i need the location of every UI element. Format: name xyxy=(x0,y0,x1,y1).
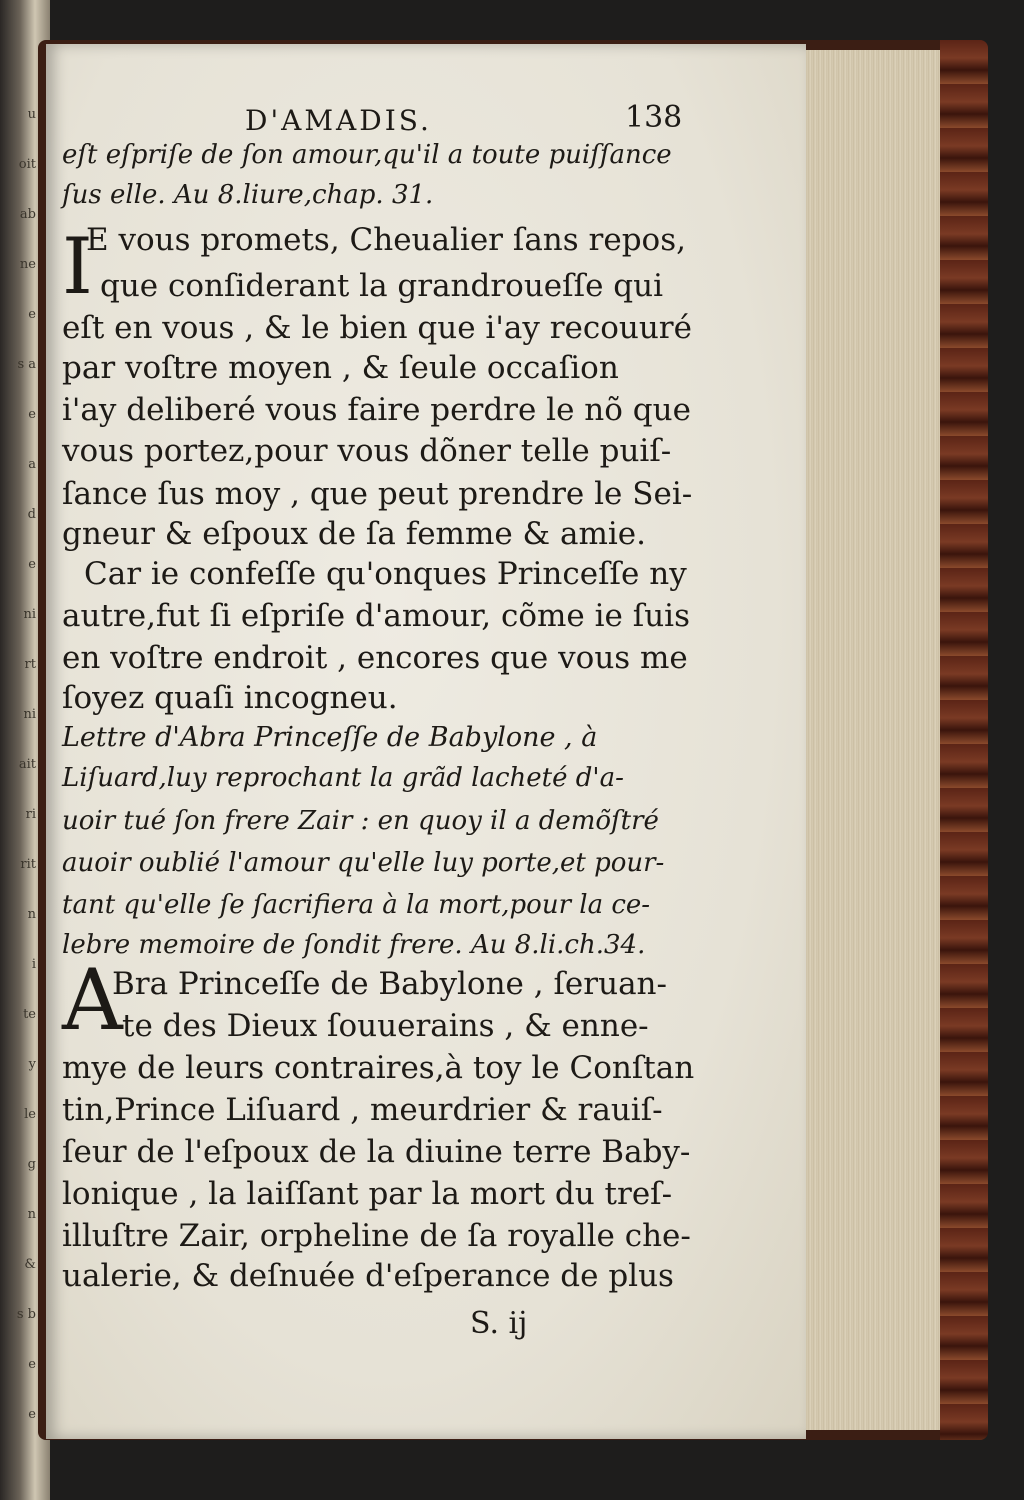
facing-page-fragment: i xyxy=(31,957,36,972)
cover-edge xyxy=(940,40,988,1440)
letter-line: Car ie confeſſe qu'onques Princeſſe ny xyxy=(84,556,687,592)
drop-capital: I xyxy=(62,222,93,312)
facing-page-fragment: u xyxy=(27,107,36,122)
letter-line: eſt en vous , & le bien que i'ay recouuré xyxy=(62,310,692,346)
facing-page-fragment: ab xyxy=(19,207,36,222)
letter-line: autre,fut ſi eſpriſe d'amour, cõme ie ſuis xyxy=(62,598,690,634)
letter-line: E vous promets, Cheualier ſans repos, xyxy=(86,222,686,258)
letter-heading-line: Lettre d'Abra Princeſſe de Babylone , à xyxy=(62,722,598,753)
letter-line: en voſtre endroit , encores que vous me xyxy=(62,640,688,676)
letter-line: ſoyez quaſi incogneu. xyxy=(62,680,398,716)
letter-line: vous portez,pour vous dõner telle puiſ- xyxy=(62,433,672,469)
facing-page-fragment: ni xyxy=(23,607,36,622)
abra-line: ualerie, & deſnuée d'eſperance de plus xyxy=(62,1258,674,1294)
page-number: 138 xyxy=(625,100,683,135)
facing-page-fragment: ait xyxy=(18,757,36,772)
facing-page-fragment: s a xyxy=(17,357,36,372)
facing-page-fragment: a xyxy=(28,457,36,472)
facing-page-fragment: ne xyxy=(19,257,36,272)
letter-line: i'ay deliberé vous faire perdre le nõ que xyxy=(62,392,691,428)
facing-page-fragment: & xyxy=(24,1257,36,1272)
drop-capital: A xyxy=(62,951,123,1049)
letter-heading-line: lebre memoire de ſondit frere. Au 8.li.ch.34. xyxy=(62,930,646,960)
facing-page-fragment: n xyxy=(27,907,36,922)
facing-page-fragment: g xyxy=(27,1157,36,1172)
letter-line: que conſiderant la grandroueſſe qui xyxy=(100,268,664,304)
page-edges xyxy=(800,50,942,1430)
letter-heading-line: Liſuard,luy reprochant la grãd lacheté d'a- xyxy=(62,763,624,793)
intro-line: ſus elle. Au 8.liure,chap. 31. xyxy=(62,180,434,210)
letter-line: gneur & eſpoux de ſa femme & amie. xyxy=(62,516,646,552)
letter-line: ſance ſus moy , que peut prendre le Sei- xyxy=(62,476,693,512)
abra-line: mye de leurs contraires,à toy le Conſtan xyxy=(62,1050,695,1086)
facing-page-fragment: ni xyxy=(23,707,36,722)
abra-line: Bra Princeſſe de Babylone , ſeruan- xyxy=(112,966,667,1002)
abra-line: lonique , la laiſſant par la mort du treſ- xyxy=(62,1176,673,1212)
facing-page-fragment: te xyxy=(23,1007,36,1022)
facing-page-fragment: s b xyxy=(16,1307,36,1322)
letter-line: par voſtre moyen , & ſeule occaſion xyxy=(62,350,619,386)
facing-page-fragment: e xyxy=(28,307,36,322)
facing-page-fragment: oit xyxy=(18,157,36,172)
facing-page-fragment: le xyxy=(24,1107,36,1122)
facing-page-fragment: e xyxy=(28,557,36,572)
letter-heading-line: tant qu'elle ſe ſacrifiera à la mort,pour la ce- xyxy=(62,890,651,920)
letter-heading-line: uoir tué ſon frere Zair : en quoy il a demõſtré xyxy=(62,806,659,836)
facing-page-fragment: n xyxy=(27,1207,36,1222)
abra-line: tin,Prince Liſuard , meurdrier & rauiſ- xyxy=(62,1092,663,1128)
facing-page-fragment: e xyxy=(28,1357,36,1372)
facing-page-fragment: ri xyxy=(25,807,36,822)
abra-line: ſeur de l'eſpoux de la diuine terre Baby- xyxy=(62,1134,691,1170)
facing-page-fragment: e xyxy=(28,1407,36,1422)
facing-page-fragment: d xyxy=(27,507,36,522)
facing-page-fragments xyxy=(0,90,36,1422)
facing-page-fragment: rt xyxy=(24,657,36,672)
running-head: D'AMADIS. xyxy=(245,104,432,137)
signature-mark: S. ij xyxy=(470,1306,528,1341)
abra-line: illuſtre Zair, orpheline de ſa royalle che- xyxy=(62,1218,691,1254)
facing-page-fragment: e xyxy=(28,407,36,422)
facing-page-fragment: rit xyxy=(20,857,36,872)
abra-line: te des Dieux ſouuerains , & enne- xyxy=(122,1008,649,1044)
letter-heading-line: auoir oublié l'amour qu'elle luy porte,et pour- xyxy=(62,848,665,878)
facing-page-fragment: y xyxy=(28,1057,36,1072)
intro-line: eſt eſpriſe de ſon amour,qu'il a toute puiſſance xyxy=(62,140,672,170)
